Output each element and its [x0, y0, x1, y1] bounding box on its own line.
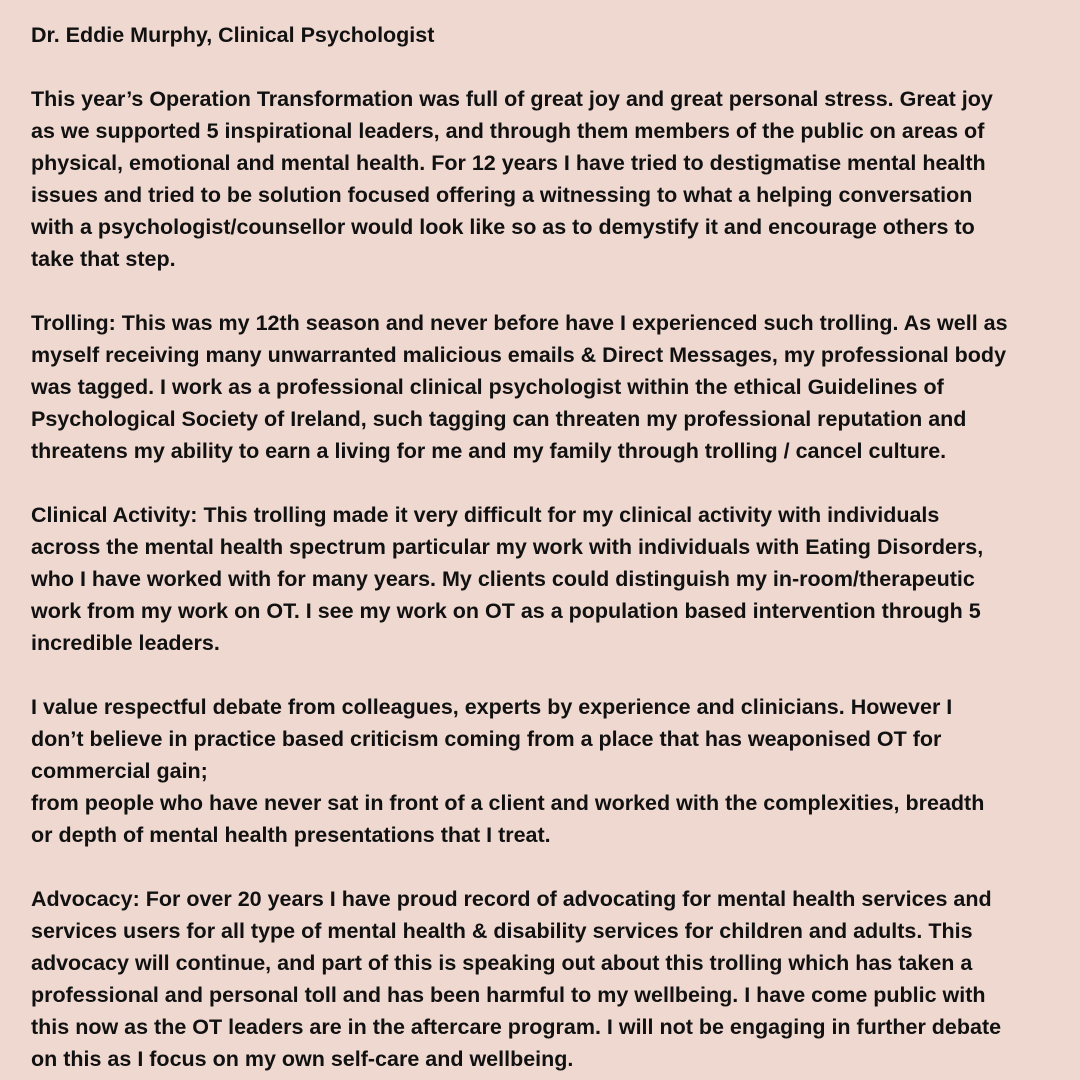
text-line: take that step. — [31, 247, 176, 271]
text-line: or depth of mental health presentations that I treat. — [31, 823, 551, 847]
paragraph-trolling — [31, 307, 1080, 467]
text-line: work from my work on OT. I see my work on OT as a population based intervention through 5 — [31, 599, 981, 623]
paragraph-clinical-activity — [31, 499, 1080, 659]
text-line: Clinical Activity: This trolling made it very difficult for my clinical activity with individuals — [31, 503, 940, 527]
text-line: Trolling: This was my 12th season and never before have I experienced such trolling. As well as — [31, 311, 1008, 335]
text-line: threatens my ability to earn a living for me and my family through trolling / cancel culture. — [31, 439, 947, 463]
text-line: myself receiving many unwarranted malicious emails & Direct Messages, my professional body — [31, 343, 1007, 367]
text-line: as we supported 5 inspirational leaders, and through them members of the public on areas of — [31, 119, 985, 143]
text-line: from people who have never sat in front of a client and worked with the complexities, breadth — [31, 791, 985, 815]
text-line: on this as I focus on my own self-care and wellbeing. — [31, 1047, 574, 1071]
paragraph-advocacy — [31, 883, 1080, 1075]
text-line: across the mental health spectrum particular my work with individuals with Eating Disorders, — [31, 535, 984, 559]
paragraph-intro — [31, 83, 1080, 275]
text-line: advocacy will continue, and part of this is speaking out about this trolling which has taken a — [31, 951, 973, 975]
text-line: This year’s Operation Transformation was full of great joy and great personal stress. Great joy — [31, 87, 993, 111]
text-line: was tagged. I work as a professional clinical psychologist within the ethical Guidelines of — [31, 375, 944, 399]
text-line: who I have worked with for many years. My clients could distinguish my in-room/therapeutic — [31, 567, 975, 591]
text-line: professional and personal toll and has been harmful to my wellbeing. I have come public with — [31, 983, 986, 1007]
text-line: don’t believe in practice based criticism coming from a place that has weaponised OT for — [31, 727, 942, 751]
text-line: issues and tried to be solution focused offering a witnessing to what a helping conversation — [31, 183, 973, 207]
text-line: Advocacy: For over 20 years I have proud record of advocating for mental health services and — [31, 887, 992, 911]
text-line: services users for all type of mental health & disability services for children and adults. This — [31, 919, 973, 943]
text-line: this now as the OT leaders are in the aftercare program. I will not be engaging in further debate — [31, 1015, 1002, 1039]
paragraph-debate — [31, 691, 1080, 851]
text-line: incredible leaders. — [31, 631, 220, 655]
text-line: with a psychologist/counsellor would look like so as to demystify it and encourage others to — [31, 215, 975, 239]
author-heading: Dr. Eddie Murphy, Clinical Psychologist — [31, 23, 435, 47]
text-line: physical, emotional and mental health. For 12 years I have tried to destigmatise mental health — [31, 151, 986, 175]
text-line: Psychological Society of Ireland, such tagging can threaten my professional reputation and — [31, 407, 967, 431]
text-line: I value respectful debate from colleagues, experts by experience and clinicians. However I — [31, 695, 953, 719]
text-line: commercial gain; — [31, 759, 208, 783]
